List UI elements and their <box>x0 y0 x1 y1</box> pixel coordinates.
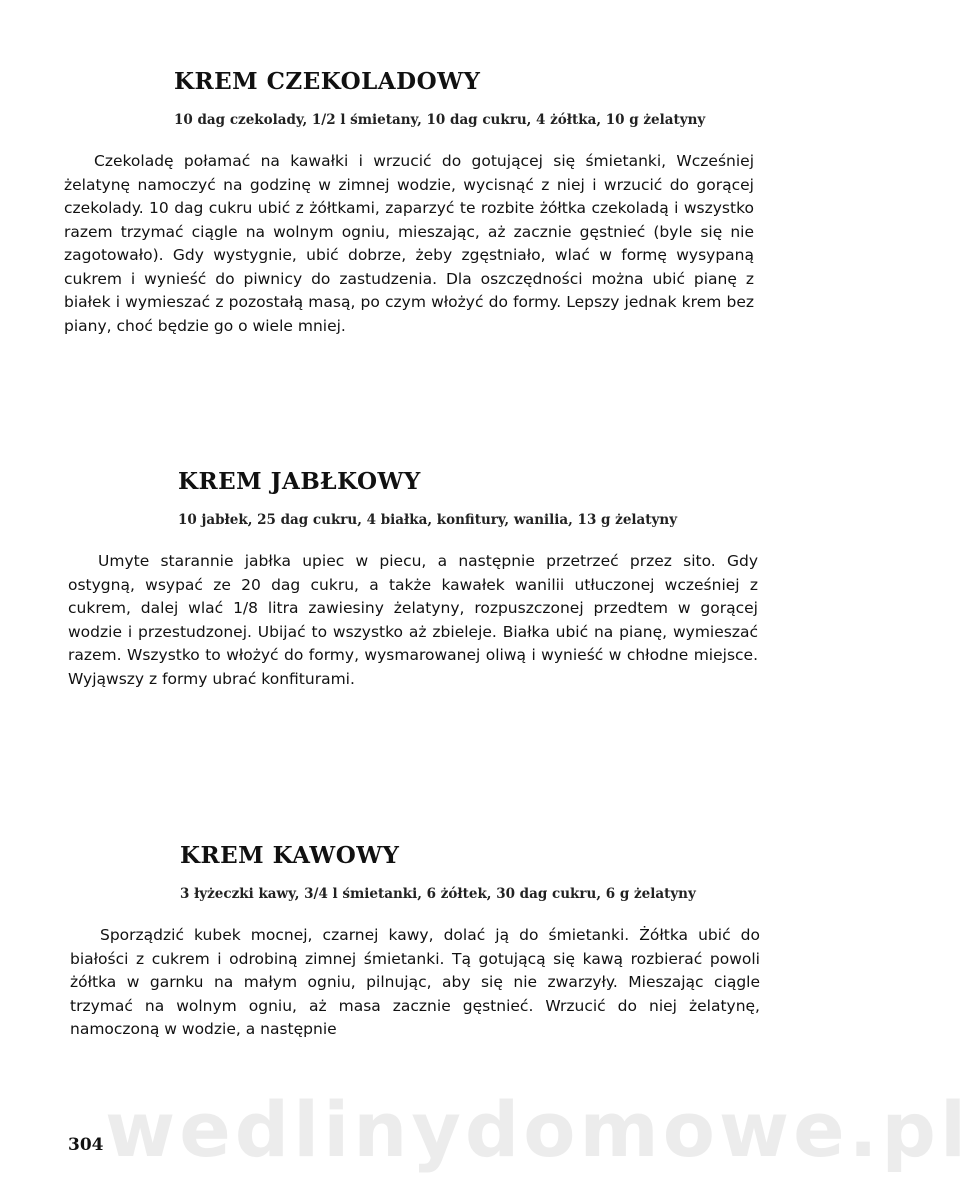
page-number: 304 <box>68 1135 104 1155</box>
watermark: wedlinydomowe.pl <box>105 1085 970 1174</box>
recipe-krem-kawowy <box>70 842 760 1042</box>
recipe-ingredients: 3 łyżeczki kawy, 3/4 l śmietanki, 6 żółtek, 30 dag cukru, 6 g żelatyny <box>180 886 696 902</box>
recipe-title: KREM KAWOWY <box>180 842 400 869</box>
recipe-instructions: Umyte starannie jabłka upiec w piecu, a następnie przetrzeć przez sito. Gdy ostygną, wsypać ze 20 dag cukru, a także kawałek wanilii utłuczonej wcześniej z cukrem, dalej wlać 1/8 litra zawiesiny żelatyny, rozpuszczonej przedtem w gorącej wodzie i przestudzonej. Ubijać to wszystko aż zbieleje. Białka ubić na pianę, wymieszać razem. Wszystko to włożyć do formy, wysmarowanej oliwą i wynieść w chłodne miejsce. Wyjąwszy z formy ubrać konfiturami. <box>68 552 758 688</box>
recipe-krem-czekoladowy <box>64 68 754 338</box>
recipe-ingredients: 10 jabłek, 25 dag cukru, 4 białka, konfitury, wanilia, 13 g żelatyny <box>178 512 678 528</box>
recipe-instructions: Czekoladę połamać na kawałki i wrzucić do gotującej się śmietanki, Wcześniej żelatynę namoczyć na godzinę w zimnej wodzie, wycisnąć z niej i wrzucić do gorącej czekolady. 10 dag cukru ubić z żółtkami, zaparzyć te rozbite żółtka czekoladą i wszystko razem trzymać ciągle na wolnym ogniu, mieszając, aż zacznie gęstnieć (byle się nie zagotowało). Gdy wystygnie, ubić dobrze, żeby zgęstniało, wlać w formę wysypaną cukrem i wynieść do piwnicy do zastudzenia. Dla oszczędności można ubić pianę z białek i wymieszać z pozostałą masą, po czym włożyć do formy. Lepszy jednak krem bez piany, choć będzie go o wiele mniej. <box>64 152 754 335</box>
recipe-ingredients: 10 dag czekolady, 1/2 l śmietany, 10 dag cukru, 4 żółtka, 10 g żelatyny <box>174 112 706 128</box>
recipe-instructions: Sporządzić kubek mocnej, czarnej kawy, dolać ją do śmietanki. Żółtka ubić do białości z cukrem i odrobiną zimnej śmietanki. Tą gotującą się kawą rozbierać powoli żółtka w garnku na małym ogniu, pilnując, aby się nie zwarzyły. Mieszając ciągle trzymać na wolnym ogniu, aż masa zacznie gęstnieć. Wrzucić do niej żelatynę, namoczoną w wodzie, a następnie <box>70 926 760 1038</box>
recipe-krem-jablkowy <box>68 468 758 691</box>
recipe-title: KREM JABŁKOWY <box>178 468 421 495</box>
recipe-title: KREM CZEKOLADOWY <box>174 68 481 95</box>
